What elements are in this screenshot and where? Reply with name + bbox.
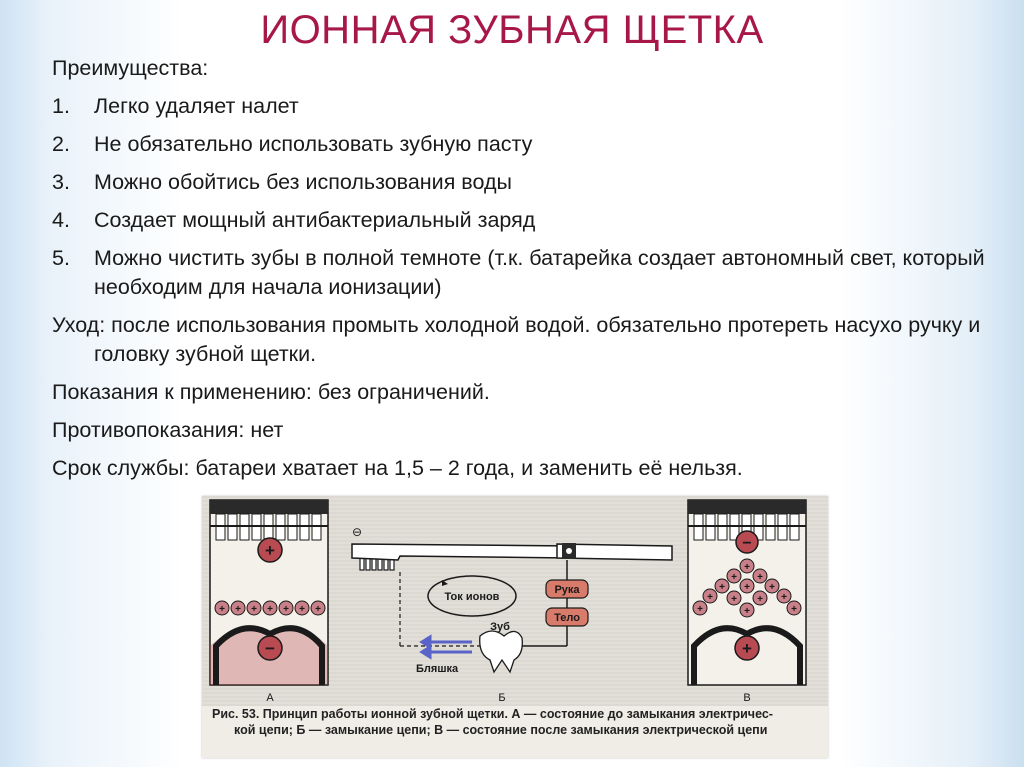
item-number: 1. — [52, 94, 70, 118]
item-text: Легко удаляет налет — [94, 94, 299, 118]
svg-text:+: + — [731, 594, 737, 605]
slide-title: ИОННАЯ ЗУБНАЯ ЩЕТКА — [260, 8, 764, 52]
item-number: 3. — [52, 170, 70, 194]
advantage-item — [52, 206, 1002, 235]
advantages-list — [52, 92, 1002, 302]
contraindications-text: Противопоказания: нет — [52, 418, 284, 442]
svg-text:+: + — [267, 604, 273, 615]
advantage-item — [52, 130, 1002, 159]
sign-minus-a: − — [265, 639, 275, 658]
label-hand: Рука — [554, 584, 580, 596]
panel-a-diagram — [210, 500, 328, 704]
item-number: 4. — [52, 208, 70, 232]
panel-b-label: Б — [498, 692, 506, 704]
toothbrush-diagram — [202, 496, 828, 706]
label-ion-current: Ток ионов — [444, 591, 500, 603]
svg-text:+: + — [707, 592, 713, 603]
label-tooth: Зуб — [490, 621, 510, 633]
figure-caption — [212, 706, 818, 738]
item-text: Создает мощный антибактериальный заряд — [94, 208, 536, 232]
svg-text:+: + — [757, 572, 763, 583]
advantage-item — [52, 168, 1002, 197]
item-text: Можно чистить зубы в полной темноте (т.к. батарейка создает автономный свет, который необходим для начала ионизации) — [94, 246, 985, 299]
sign-minus-small: ⊖ — [352, 525, 363, 539]
svg-text:+: + — [757, 594, 763, 605]
caption-line-1: Рис. 53. Принцип работы ионной зубной щетки. А — состояние до замыкания электричес- — [212, 707, 773, 721]
label-plaque: Бляшка — [416, 663, 459, 675]
svg-text:+: + — [719, 582, 725, 593]
svg-text:+: + — [744, 606, 750, 617]
service-life-text: Срок службы: батареи хватает на 1,5 – 2 года, и заменить её нельзя. — [52, 456, 743, 480]
sign-plus-c: + — [742, 639, 752, 658]
item-text: Можно обойтись без использования воды — [94, 170, 512, 194]
toothbrush-diagram-figure — [202, 496, 828, 758]
svg-text:+: + — [791, 604, 797, 615]
svg-text:+: + — [697, 604, 703, 615]
sign-minus-c: − — [742, 535, 752, 552]
svg-text:+: + — [781, 592, 787, 603]
svg-text:+: + — [251, 604, 257, 615]
panel-c-label: В — [743, 692, 751, 704]
item-text: Не обязательно использовать зубную пасту — [94, 132, 533, 156]
item-number: 5. — [52, 246, 70, 270]
svg-text:+: + — [235, 604, 241, 615]
slide-body — [52, 54, 1002, 492]
indications-text: Показания к применению: без ограничений. — [52, 380, 490, 404]
svg-text:+: + — [744, 562, 750, 573]
svg-text:+: + — [283, 604, 289, 615]
sign-plus-a: + — [265, 541, 275, 560]
svg-text:+: + — [744, 582, 750, 593]
label-body: Тело — [554, 612, 580, 624]
svg-text:+: + — [219, 604, 225, 615]
item-number: 2. — [52, 132, 70, 156]
panel-c-diagram — [688, 500, 806, 704]
panel-a-label: А — [266, 692, 274, 704]
advantage-item — [52, 92, 1002, 121]
svg-text:+: + — [731, 572, 737, 583]
advantages-heading: Преимущества: — [52, 56, 209, 80]
svg-text:+: + — [315, 604, 321, 615]
care-text: Уход: после использования промыть холодной водой. обязательно протереть насухо ручку и головку зубной щетки. — [52, 313, 981, 366]
advantage-item — [52, 244, 1002, 302]
svg-text:+: + — [769, 582, 775, 593]
svg-text:+: + — [299, 604, 305, 615]
caption-line-2: кой цепи; Б — замыкание цепи; В — состояние после замыкания электрической цепи — [234, 723, 768, 737]
